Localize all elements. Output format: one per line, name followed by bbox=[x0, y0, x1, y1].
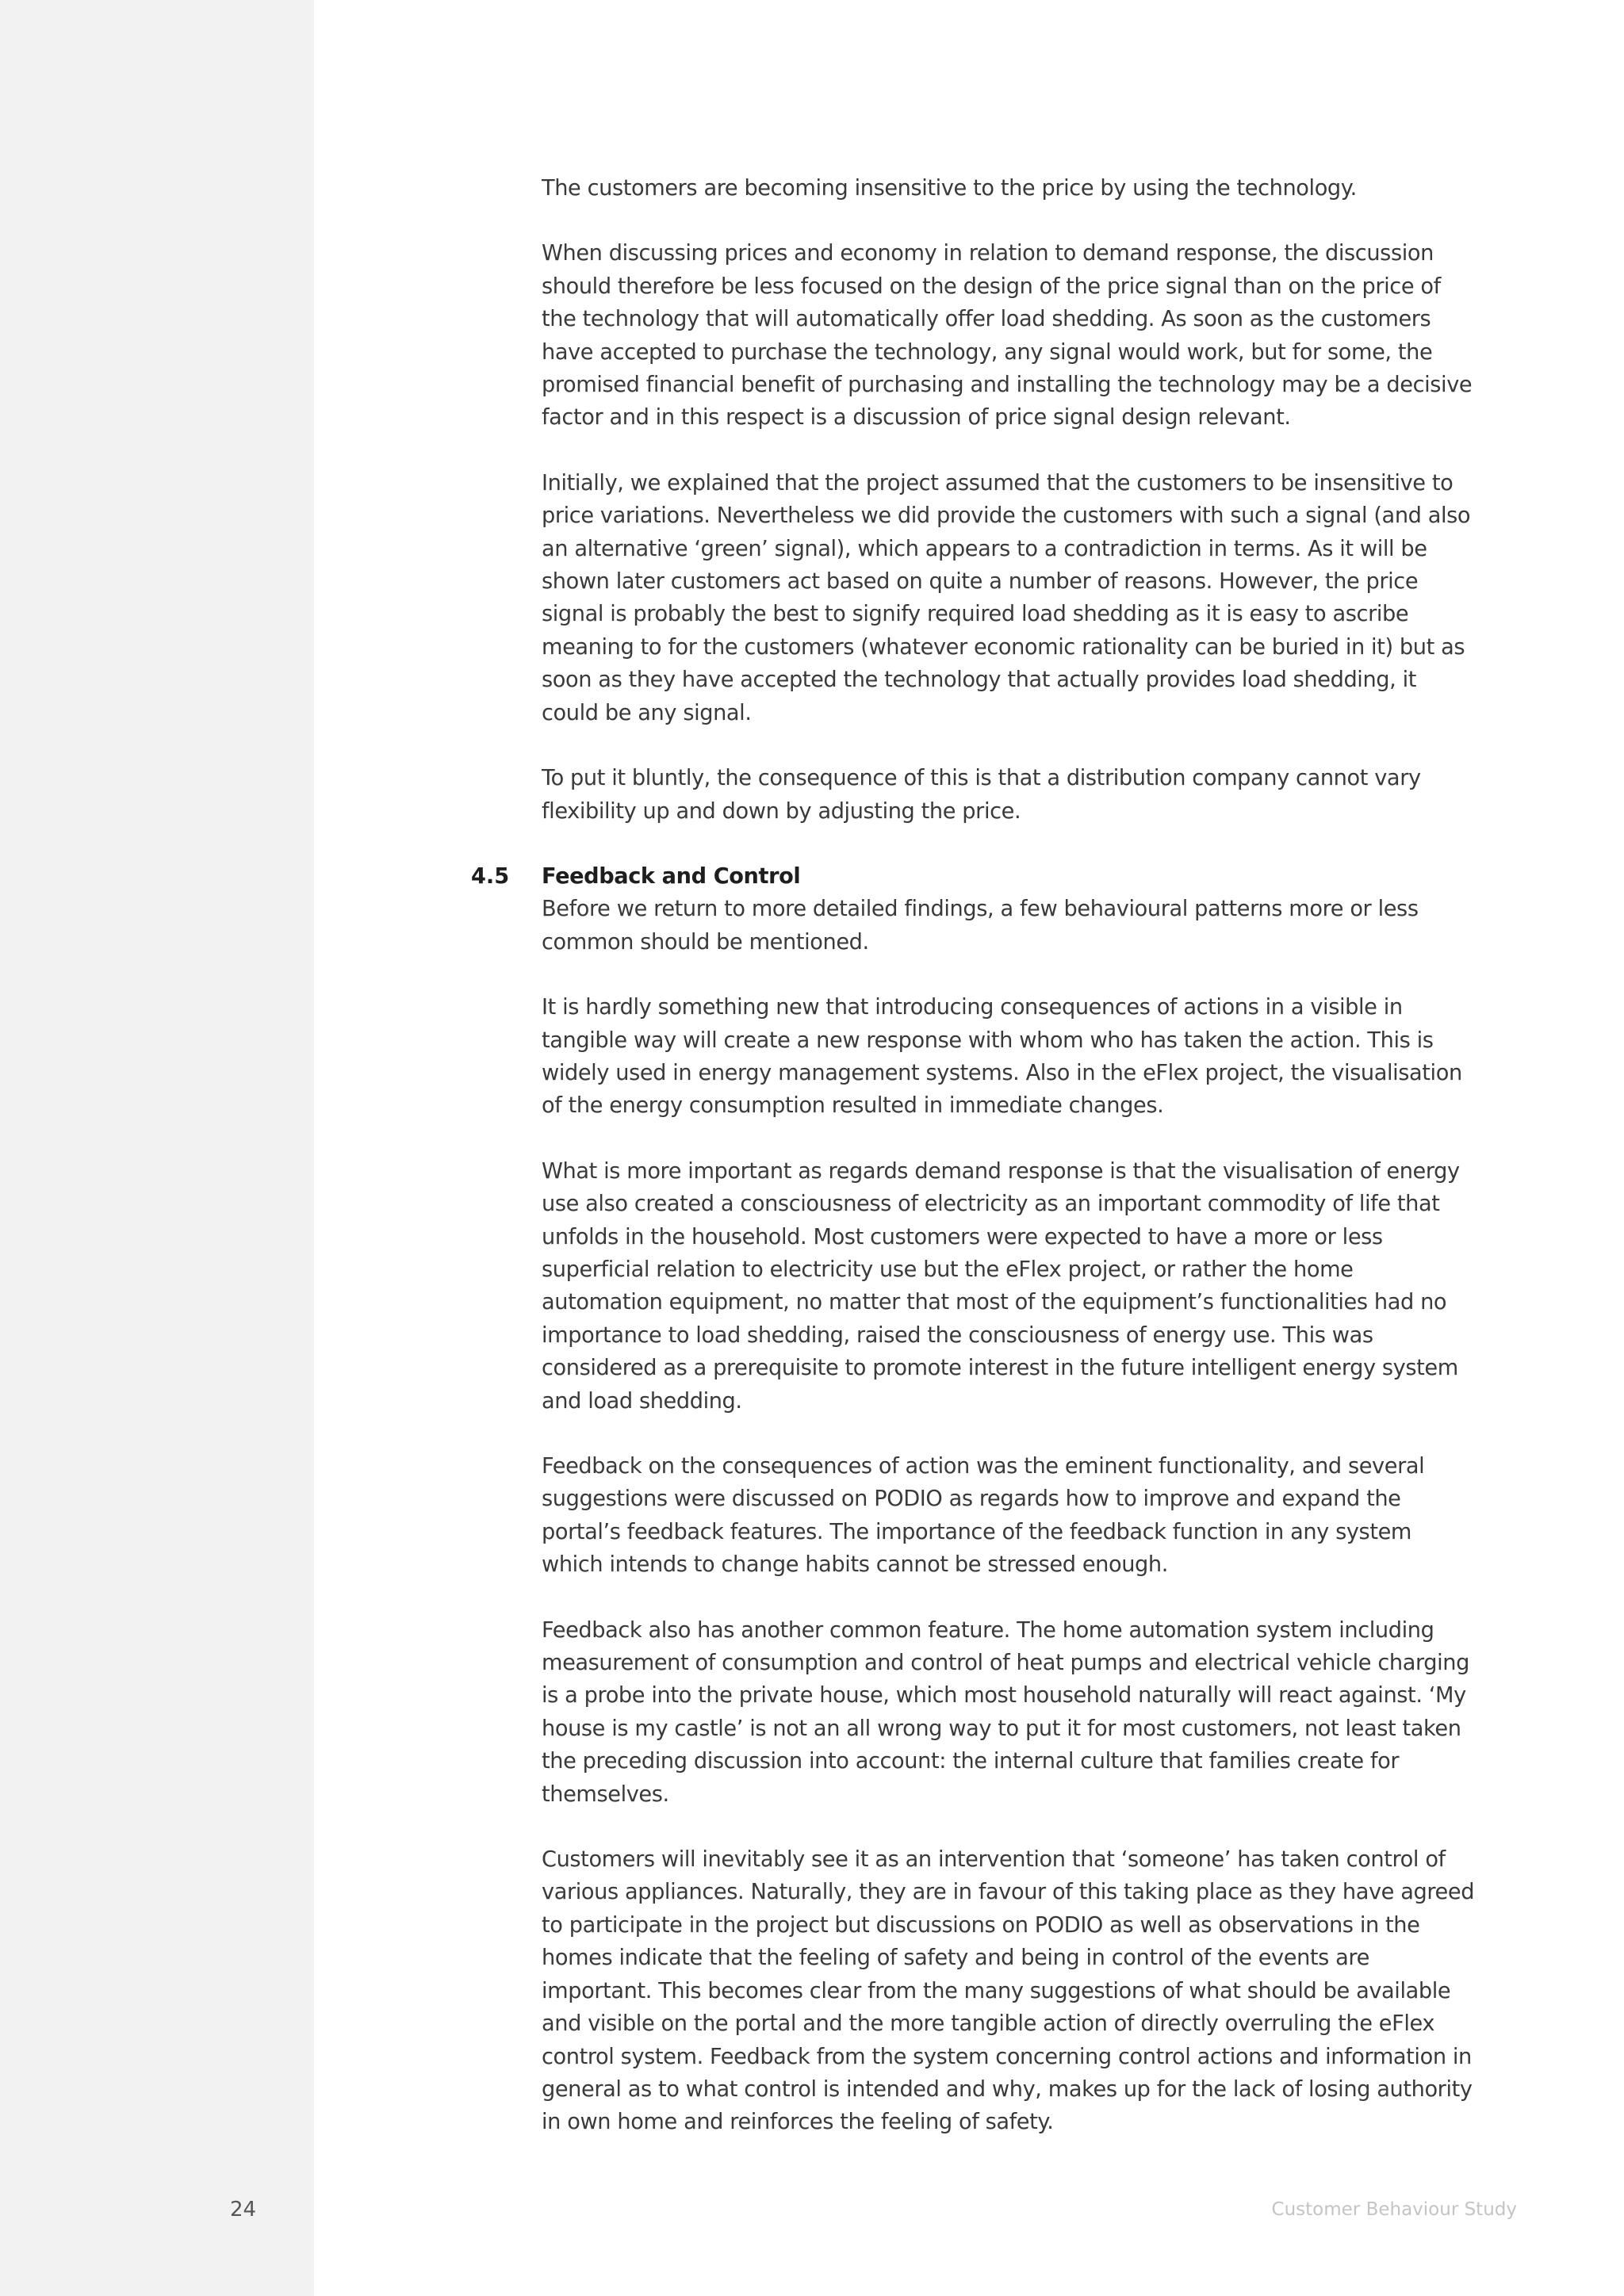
paragraph: What is more important as regards demand response is that the visualisation of energy use also created a consciousness of electricity as an important commodity of life that unfolds in the household. Most customers were expected to have a more or less superficial relation to electricity use but the eFlex project, or rather the home automation equipment, no matter that most of the equipment’s functionalities had no importance to load shedding, raised the consciousness of energy use. This was considered as a prerequisite to promote interest in the future intelligent energy system and load shedding. bbox=[542, 1158, 1460, 1414]
paragraph: It is hardly something new that introducing consequences of actions in a visible in tangible way will create a new response with whom who has taken the action. This is widely used in energy management systems. Also in the eFlex project, the visualisation of the energy consumption resulted in immediate changes. bbox=[542, 995, 1462, 1119]
footer-document-title: Customer Behaviour Study bbox=[1271, 2199, 1517, 2220]
sidebar bbox=[0, 0, 426, 2296]
paragraph: When discussing prices and economy in relation to demand response, the discussion should therefore be less focused on the design of the price signal than on the price of the technology that will automatically offer load shedding. As soon as the customers have accepted to purchase the technology, any signal would work, but for some, the promised financial benefit of purchasing and installing the technology may be a decisive factor and in this respect is a discussion of price signal design relevant. bbox=[542, 241, 1473, 430]
eflex-logo: eFlex bbox=[297, 149, 426, 477]
section-heading: Feedback and Control bbox=[542, 863, 801, 889]
paragraph: Feedback on the consequences of action was the eminent functionality, and several suggestions were discussed on PODIO as regards how to improve and expand the portal’s feedback features. The importance of the feedback function in any system which intends to change habits cannot be stressed enough. bbox=[542, 1454, 1425, 1578]
page-number: 24 bbox=[230, 2198, 257, 2221]
paragraph: Feedback also has another common feature. The home automation system including measurement of consumption and control of heat pumps and electrical vehicle charging is a probe into the private house, which most household naturally will react against. ‘My house is my castle’ is not an all wrong way to put it for most customers, not least taken the preceding discussion into account: the internal culture that families create for themselves. bbox=[542, 1617, 1469, 1807]
body-text bbox=[471, 172, 1477, 2172]
paragraph: The customers are becoming insensitive to the price by using the technology. bbox=[542, 176, 1357, 201]
paragraph: Initially, we explained that the project assumed that the customers to be insensitive to price variations. Nevertheless we did provide the customers with such a signal (and also an alternative ‘green’ signal), which appears to a contradiction in terms. As it will be shown later customers act based on quite a number of reasons. However, the price signal is probably the best to signify required load shedding as it is easy to ascribe meaning to for the customers (whatever economic rationality can be buried in it) but as soon as they have accepted the technology that actually provides load shedding, it could be any signal. bbox=[542, 470, 1471, 725]
paragraph: To put it bluntly, the consequence of this is that a distribution company cannot vary flexibility up and down by adjusting the price. bbox=[542, 766, 1421, 824]
paragraph: Customers will inevitably see it as an intervention that ‘someone’ has taken control of various appliances. Naturally, they are in favour of this taking place as they have agreed to participate in the project but discussions on PODIO as well as observations in the homes indicate that the feeling of safety and being in control of the events are important. This becomes clear from the many suggestions of what should be available and visible on the portal and the more tangible action of directly overruling the eFlex control system. Feedback from the system concerning control actions and information in general as to what control is intended and why, makes up for the lack of losing authority in own home and reinforces the feeling of safety. bbox=[542, 1847, 1475, 2135]
section-4-5 bbox=[471, 860, 1477, 2139]
section-number: 4.5 bbox=[471, 863, 510, 889]
paragraph: Before we return to more detailed findings, a few behavioural patterns more or less common should be mentioned. bbox=[542, 897, 1419, 955]
